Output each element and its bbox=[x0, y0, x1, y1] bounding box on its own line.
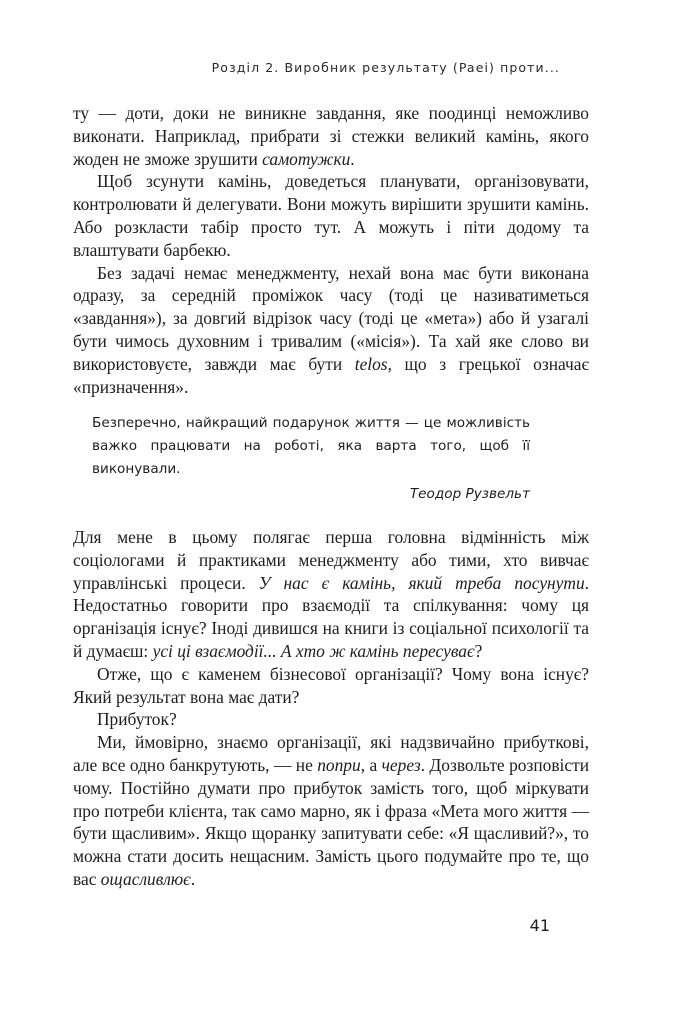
page-number: 41 bbox=[529, 916, 550, 935]
text-run: . bbox=[190, 868, 196, 889]
italic-run: У нас є камінь, який треба посунути bbox=[258, 572, 585, 593]
text-run: Щоб зсунути камінь, доведеться планувати, організовувати, контролювати й делегувати. Вони можуть вирішити зрушити камінь. Або розкласти табір просто тут. А можуть і піти додому та влаштувати барбекю. bbox=[73, 171, 589, 260]
paragraph-2 bbox=[73, 170, 589, 261]
epigraph bbox=[92, 412, 530, 506]
italic-run: усі ці взаємодії... А хто ж камінь пересуває bbox=[152, 640, 475, 661]
paragraph-7 bbox=[73, 731, 589, 891]
text-run: Для мене в цьому полягає перша головна відмінність між соціологами й практиками менеджменту або тими, хто вивчає управлінські процеси. bbox=[73, 527, 589, 593]
italic-run: попри bbox=[317, 754, 361, 775]
text-run: . Дозвольте розповісти чому. Постійно думати про прибуток замість того, щоб міркувати про потреби клієнта, так само марно, як і фраза «Мета мого життя — бути щасливим». Якщо щоранку запитувати себе: «Я щасливий?», то можна стати досить нещасним. Замість цього подумайте про те, що вас bbox=[73, 754, 589, 889]
italic-run: telos bbox=[354, 353, 388, 374]
text-run: . Недостатньо говорити про взаємодії та спілкування: чому ця організація існує? Іноді дивишся на книги із соціальної психології та й думаєш: bbox=[73, 572, 590, 661]
text-run: Без задачі немає менеджменту, нехай вона має бути виконана одразу, за середній проміжок часу (тоді це називатиметься «завдання»), за довгий відрізок часу (тоді це «мета») або й узагалі бути чимось духовним і тривалим («місія»). Та хай яке слово ви використовуєте, завжди має бути bbox=[73, 262, 589, 374]
italic-run: самотужки bbox=[262, 148, 351, 169]
body-section-1 bbox=[73, 102, 589, 398]
epigraph-quote: Безперечно, найкращий подарунок життя — це можливість важко працювати на роботі, яка варта того, щоб її виконували. bbox=[92, 415, 530, 477]
paragraph-3 bbox=[73, 262, 589, 399]
text-run: Отже, що є каменем бізнесової організації? Чому вона існує? Який результат вона має дати? bbox=[73, 663, 589, 707]
text-run: . bbox=[350, 148, 355, 169]
text-run: Прибуток? bbox=[97, 709, 177, 730]
text-run: , що з грецької означає «призначення». bbox=[73, 353, 589, 397]
running-header: Розділ 2. Виробник результату (Paei) проти... bbox=[211, 60, 560, 75]
text-run: Ми, ймовірно, знаємо організації, які надзвичайно прибуткові, але все одно банкрутують, — не bbox=[73, 732, 589, 775]
text-run: ту — доти, доки не виникне завдання, яке поодинці неможливо виконати. Наприклад, прибрати зі стежки великий камінь, якого жоден не зможе зрушити bbox=[73, 103, 589, 169]
paragraph-4 bbox=[73, 526, 589, 663]
italic-run: через bbox=[381, 754, 421, 775]
paragraph-6 bbox=[73, 708, 589, 731]
text-run: , а bbox=[360, 754, 382, 775]
italic-run: ощасливлює bbox=[100, 868, 191, 889]
body-section-2 bbox=[73, 526, 589, 891]
epigraph-author: Теодор Рузвельт bbox=[409, 486, 530, 503]
text-run: ? bbox=[474, 640, 483, 661]
paragraph-1 bbox=[73, 102, 589, 170]
paragraph-5 bbox=[73, 663, 589, 709]
